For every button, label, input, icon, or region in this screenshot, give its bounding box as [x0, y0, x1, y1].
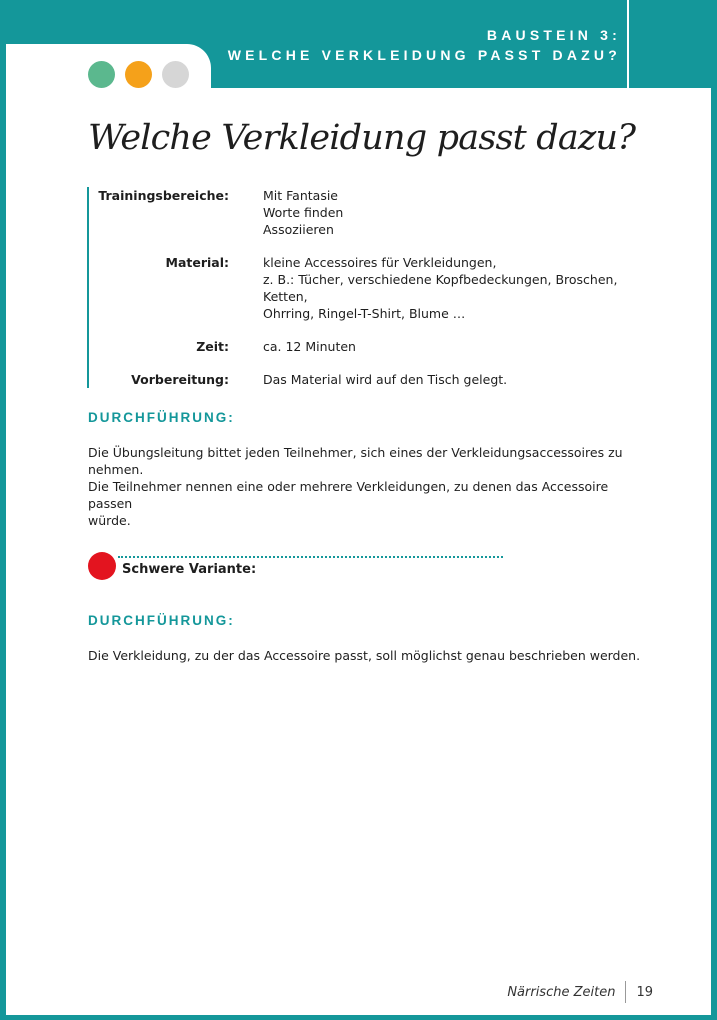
training-item: Worte finden	[263, 205, 344, 220]
page-title: Welche Verkleidung passt dazu?	[88, 118, 636, 158]
footer-separator	[625, 981, 626, 1003]
page-number: 19	[636, 984, 653, 1000]
material-line: kleine Accessoires für Verkleidungen,	[263, 255, 497, 270]
info-row-prep	[89, 371, 649, 388]
difficulty-dots	[88, 61, 189, 88]
info-row-material	[89, 254, 649, 322]
info-value	[263, 254, 649, 322]
variant-label: Schwere Variante:	[122, 562, 257, 577]
footer-title: Närrische Zeiten	[507, 984, 616, 1000]
orange-dot-icon	[125, 61, 152, 88]
header-line-2: WELCHE VERKLEIDUNG PASST DAZU?	[227, 47, 621, 63]
info-row-training	[89, 187, 649, 238]
material-line: z. B.: Tücher, verschiedene Kopfbedeckungen, Broschen, Ketten,	[263, 272, 618, 304]
info-label: Zeit:	[196, 339, 229, 354]
header-line-1: BAUSTEIN 3:	[486, 27, 621, 43]
procedure-line: würde.	[88, 513, 131, 528]
footer	[507, 981, 653, 1003]
info-label: Trainingsbereiche:	[98, 188, 229, 203]
material-line: Ohrring, Ringel-T-Shirt, Blume …	[263, 306, 466, 321]
dotted-divider	[118, 556, 503, 558]
procedure-line: Die Übungsleitung bittet jeden Teilnehmer, sich eines der Verkleidungsaccessoires zu nehmen.	[88, 445, 623, 477]
procedure-text	[88, 444, 648, 529]
info-label: Vorbereitung:	[131, 372, 229, 387]
training-item: Assoziieren	[263, 222, 334, 237]
info-value: ca. 12 Minuten	[263, 339, 356, 354]
procedure-hard-text: Die Verkleidung, zu der das Accessoire passt, soll möglichst genau beschrieben werden.	[88, 648, 641, 663]
info-row-time	[89, 338, 649, 355]
training-item: Mit Fantasie	[263, 188, 338, 203]
gray-dot-icon	[162, 61, 189, 88]
header-divider	[627, 0, 629, 88]
frame-left	[0, 0, 6, 1020]
frame-bottom	[0, 1015, 717, 1020]
info-label: Material:	[165, 255, 229, 270]
info-box	[87, 187, 649, 388]
procedure-line: Die Teilnehmer nennen eine oder mehrere Verkleidungen, zu denen das Accessoire passen	[88, 479, 609, 511]
info-value: Das Material wird auf den Tisch gelegt.	[263, 372, 508, 387]
frame-right	[711, 0, 717, 1020]
info-value	[263, 187, 343, 238]
section-heading-procedure: DURCHFÜHRUNG:	[88, 410, 235, 425]
section-header	[228, 25, 621, 65]
green-dot-icon	[88, 61, 115, 88]
red-dot-icon	[88, 552, 116, 580]
section-heading-procedure-hard: DURCHFÜHRUNG:	[88, 613, 235, 628]
